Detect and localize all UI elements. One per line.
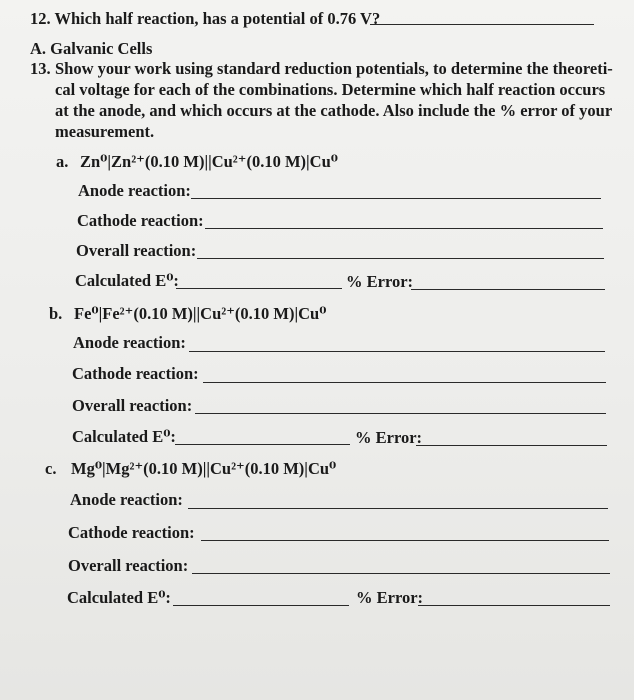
part-a-error-label: % Error: <box>346 272 414 291</box>
part-a-calculated-label: Calculated E⁰: <box>75 271 179 290</box>
part-a-anode-line[interactable] <box>191 198 601 199</box>
part-a-cell: Zn⁰|Zn²⁺(0.10 M)||Cu²⁺(0.10 M)|Cu⁰ <box>80 152 338 171</box>
part-c-label: c. <box>45 459 57 478</box>
part-c-overall-line[interactable] <box>192 573 610 574</box>
part-c-cell: Mg⁰|Mg²⁺(0.10 M)||Cu²⁺(0.10 M)|Cu⁰ <box>71 459 337 478</box>
part-b-label: b. <box>49 304 63 323</box>
part-b-anode-line[interactable] <box>189 351 605 352</box>
part-c-calculated-label: Calculated E⁰: <box>67 588 171 607</box>
part-b-overall-line[interactable] <box>195 413 606 414</box>
part-b-error-line[interactable] <box>416 445 607 446</box>
part-c-anode-label: Anode reaction: <box>70 490 183 509</box>
part-a-anode-label: Anode reaction: <box>78 181 191 200</box>
question-13-line-2: cal voltage for each of the combinations. Determine which half reaction occurs <box>55 80 606 99</box>
part-b-calculated-line[interactable] <box>175 444 350 445</box>
part-c-cathode-line[interactable] <box>201 540 609 541</box>
part-a-error-line[interactable] <box>411 289 605 290</box>
question-12: 12. Which half reaction, has a potential of 0.76 V? <box>30 9 381 28</box>
part-a-overall-line[interactable] <box>197 258 604 259</box>
part-b-calculated-label: Calculated E⁰: <box>72 427 176 446</box>
part-a-calculated-line[interactable] <box>176 288 342 289</box>
part-b-cathode-line[interactable] <box>203 382 606 383</box>
part-b-error-label: % Error: <box>355 428 423 447</box>
part-c-calculated-line[interactable] <box>173 605 349 606</box>
part-a-cathode-label: Cathode reaction: <box>77 211 204 230</box>
part-b-anode-label: Anode reaction: <box>73 333 186 352</box>
part-a-label: a. <box>56 152 69 171</box>
part-c-error-label: % Error: <box>356 588 424 607</box>
part-c-cathode-label: Cathode reaction: <box>68 523 195 542</box>
part-c-overall-label: Overall reaction: <box>68 556 189 575</box>
question-13-line-1: Show your work using standard reduction potentials, to determine the theoreti- <box>55 59 613 78</box>
part-b-cell: Fe⁰|Fe²⁺(0.10 M)||Cu²⁺(0.10 M)|Cu⁰ <box>74 304 327 323</box>
part-a-overall-label: Overall reaction: <box>76 241 197 260</box>
part-c-error-line[interactable] <box>418 605 610 606</box>
part-a-cathode-line[interactable] <box>205 228 603 229</box>
part-b-cathode-label: Cathode reaction: <box>72 364 199 383</box>
section-title: A. Galvanic Cells <box>30 39 153 58</box>
question-13-number: 13. <box>30 59 51 78</box>
answer-line-q12[interactable] <box>370 24 594 25</box>
question-13-line-3: at the anode, and which occurs at the cathode. Also include the % error of your <box>55 101 613 120</box>
part-c-anode-line[interactable] <box>188 508 608 509</box>
part-b-overall-label: Overall reaction: <box>72 396 193 415</box>
question-13-line-4: measurement. <box>55 122 155 141</box>
